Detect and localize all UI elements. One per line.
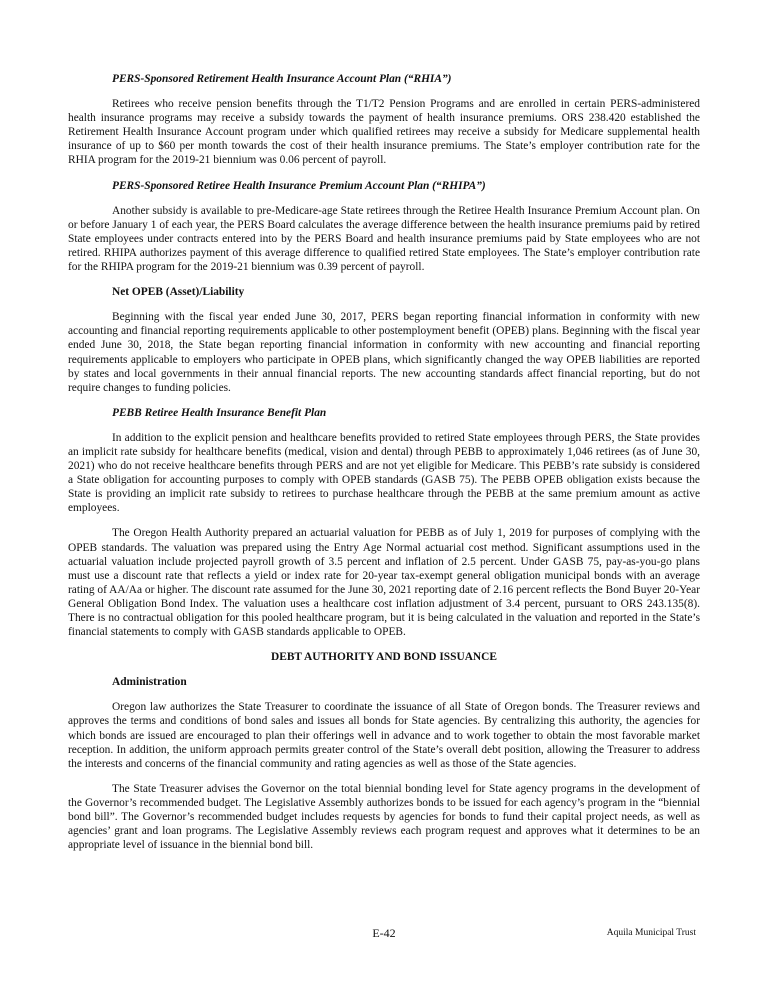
paragraph-pebb-1: In addition to the explicit pension and healthcare benefits provided to retired State employees through PERS, the State provides an implicit rate subsidy for healthcare benefits (medical, vision and dental) through PEBB to approximately 1,046 retirees (as of June 30, 2021) who do not receive healthcare benefits through PERS and are not yet eligible for Medicare. This PEBB’s rate subsidy is considered a State obligation for accounting purposes to comply with OPEB standards (GASB 75). The PEBB OPEB obligation exists because the State is providing an implicit rate subsidy to retirees to purchase healthcare through the PEBB at the same premium amount as active employees. (68, 431, 700, 515)
paragraph-rhipa: Another subsidy is available to pre-Medicare-age State retirees through the Retiree Health Insurance Premium Account plan. On or before January 1 of each year, the PERS Board calculates the average difference between the health insurance premiums paid by retired State employees under contracts entered into by the PERS Board and health insurance premiums paid by State employees who are not retired. RHIPA authorizes payment of this average difference to qualified retired State employees. The State’s employer contribution rate for the RHIPA program for the 2019-21 biennium was 0.39 percent of payroll. (68, 204, 700, 274)
section-heading-pebb: PEBB Retiree Health Insurance Benefit Plan (112, 406, 327, 419)
section-heading-net-opeb: Net OPEB (Asset)/Liability (112, 286, 245, 299)
section-heading-rhipa: PERS-Sponsored Retiree Health Insurance Premium Account Plan (“RHIPA”) (112, 179, 486, 192)
debt-section-title: DEBT AUTHORITY AND BOND ISSUANCE (271, 651, 497, 664)
page-number: E-42 (372, 926, 396, 940)
paragraph-net-opeb: Beginning with the fiscal year ended June 30, 2017, PERS began reporting financial information in conformity with new accounting and financial reporting requirements applicable to other postemployment benefit (OPEB) plans. Beginning with the fiscal year ended June 30, 2018, the State began reporting financial information in conformity with new accounting and financial reporting requirements applicable to employers who participate in OPEB plans, which significantly changed the way OPEB liabilities are reported by states and local governments in their annual financial reports. The new accounting standards affect financial reporting, but do not require changes to funding policies. (68, 311, 700, 394)
administration-heading: Administration (112, 676, 187, 689)
paragraph-pebb-2: The Oregon Health Authority prepared an actuarial valuation for PEBB as of July 1, 2019 for purposes of complying with the OPEB standards. The valuation was prepared using the Entry Age Normal actuarial cost method. Significant assumptions used in the actuarial valuation include projected payroll growth of 3.5 percent and inflation of 2.5 percent. Under GASB 75, pay-as-you-go plans must use a discount rate that reflects a yield or index rate for 20-year tax-exempt general obligation municipal bonds with an average rating of AA/Aa or higher. The discount rate assumed for the June 30, 2021 reporting date of 2.16 percent reflects the Bond Buyer 20-Year General Obligation Bond Index. The valuation uses a healthcare cost inflation adjustment of 3.4 percent, pursuant to ORS 243.135(8). There is no contractual obligation for this pooled healthcare program, but it is being calculated in the valuation and reported in the State’s financial statements to comply with GASB standards applicable to OPEB. (68, 527, 700, 639)
page-footer (0, 926, 768, 946)
trust-name: Aquila Municipal Trust (606, 928, 696, 938)
section-heading-rhia: PERS-Sponsored Retirement Health Insurance Account Plan (“RHIA”) (112, 73, 452, 85)
paragraph-rhia: Retirees who receive pension benefits through the T1/T2 Pension Programs and are enrolled in certain PERS-administered health insurance programs may receive a subsidy towards the payment of health insurance premiums. ORS 238.420 established the Retirement Health Insurance Account program under which qualified retirees may receive a subsidy for Medicare supplemental health insurance of up to $60 per month towards the cost of their health insurance premiums. The State’s employer contribution rate for the RHIA program for the 2019-21 biennium was 0.06 percent of payroll. (68, 98, 700, 167)
paragraph-administration-1: Oregon law authorizes the State Treasurer to coordinate the issuance of all State of Oregon bonds. The Treasurer reviews and approves the terms and conditions of bond sales and issues all bonds for State agencies. By centralizing this authority, the agencies for which bonds are issued are encouraged to plan their offerings well in advance and to work together to obtain the most favorable market reception. In addition, the uniform approach permits greater control of the State’s overall debt position, allowing the Treasurer to address the interests and concerns of the financial community and rating agencies as well as those of the State agencies. (68, 701, 700, 770)
paragraph-administration-2: The State Treasurer advises the Governor on the total biennial bonding level for State agency programs in the development of the Governor’s recommended budget. The Legislative Assembly authorizes bonds to be issued for each agency’s program in the “biennial bond bill”. The Governor’s recommended budget includes requests by agencies for bonds to fund their capital project needs, as well as agencies’ grant and loan programs. The Legislative Assembly reviews each program request and approves what it determines to be an appropriate level of issuance in the biennial bond bill. (68, 782, 700, 852)
document-page (68, 72, 700, 863)
